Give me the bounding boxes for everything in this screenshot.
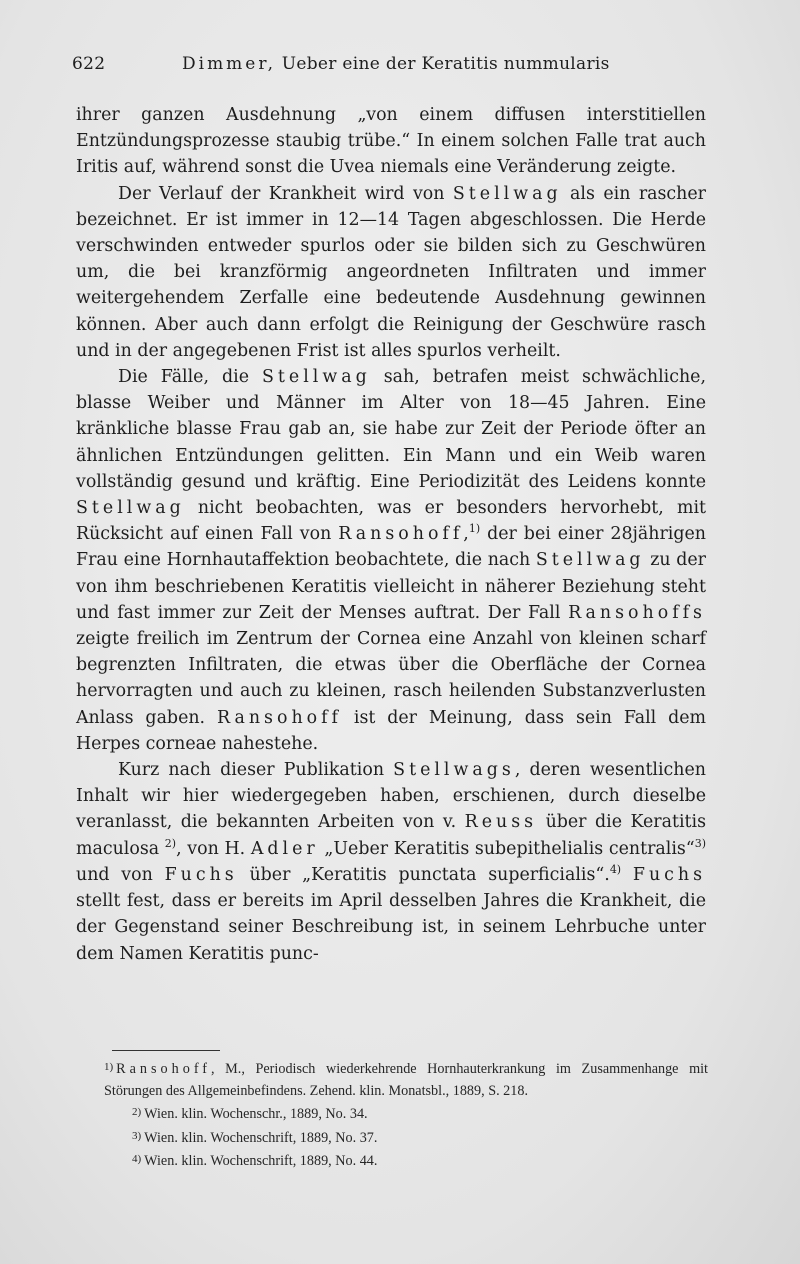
footnote-author: Ransohoff [116,1061,212,1077]
text-run: , von H. [176,838,251,859]
footnote [104,1149,708,1173]
text-run: und von [76,864,165,885]
text-run: der bei einer 28jährigen Frau eine Hornhautaffektion beobachtete, die nach [76,524,706,571]
footnote-ref: 4) [609,863,622,877]
footnote-text: , M., Periodisch wiederkehrende Hornhauterkrankung im Zusammenhange mit Störungen des Allgemeinbefindens. Zehend. klin. Monatsbl., 1889, S. 218. [104,1061,708,1099]
page-number: 622 [72,54,106,74]
footnote [104,1126,708,1150]
text-run: nicht beobachten, was er besonders hervorhebt, mit Rücksicht auf einen Fall von [76,498,706,545]
footnote [104,1102,708,1126]
spaced-name: Stellwag [76,498,185,519]
paragraph [76,102,706,181]
spaced-name: Ransohoffs [568,602,706,623]
text-run: über die Keratitis maculosa [76,812,707,859]
text-run: über „Keratitis punctata superficialis“. [237,864,610,885]
footnote-ref: 2) [164,836,177,850]
text-run: ist der Meinung, dass sein Fall dem Herpes corneae nahestehe. [76,707,706,754]
footnote [104,1057,708,1102]
footnote-text: Wien. klin. Wochenschrift, 1889, No. 44. [144,1153,378,1169]
text-run: als ein rascher bezeichnet. Er ist immer in 12—14 Tagen abgeschlossen. Die Herde verschwinden entweder spurlos oder sie bilden sich zu Geschwüren um, die bei kranzförmig angeordneten Infiltraten und immer weitergehendem Zerfalle eine bedeutende Ausdehnung gewinnen können. Aber auch dann erfolgt die Reinigung der Geschwüre rasch und in der angegebenen Frist ist alles spurlos verheilt. [76,183,706,361]
footnote-rule [112,1050,220,1051]
spaced-name: Ransohoff [216,707,342,728]
footnote-number: 4) [132,1153,142,1165]
spaced-name: Adler [250,838,319,859]
footnote-ref: 1) [468,522,481,536]
text-run: , [463,524,469,545]
paragraph [76,364,706,757]
paragraph [76,181,706,364]
spaced-name: Reuss [464,812,538,833]
text-run: ihrer ganzen Ausdehnung „von einem diffusen interstitiellen Entzündungsprozesse staubig trübe.“ In einem solchen Falle trat auch Iritis auf, während sonst die Uvea niemals eine Veränderung zeigte. [76,105,706,178]
spaced-name: Stellwags [393,760,515,781]
footnote-number: 1) [104,1061,114,1073]
header-title: Ueber eine der Keratitis nummularis [281,54,610,74]
running-title [182,54,610,74]
spaced-name: Ransohoff [338,524,464,545]
spaced-name: Fuchs [164,864,238,885]
text-run: Die Fälle, die [118,367,262,388]
text-run: Kurz nach dieser Publikation [118,760,394,781]
footnote-ref: 3) [694,836,706,850]
text-run: stellt fest, dass er bereits im April desselben Jahres die Krankheit, die der Gegenstand seiner Beschreibung ist, in seinem Lehrbuche unter dem Namen Keratitis punc- [76,891,706,964]
spaced-name: Stellwag [535,550,645,571]
text-run: zu der von ihm beschriebenen Keratitis vielleicht in näherer Beziehung steht und fast immer zur Zeit der Menses auftrat. Der Fall [76,550,706,623]
text-run [621,865,633,885]
footnote-text: Wien. klin. Wochenschr., 1889, No. 34. [144,1106,368,1122]
header-author: Dimmer, [182,54,277,74]
spaced-name: Stellwag [262,367,371,388]
spaced-name: Fuchs [632,864,707,885]
text-run: sah, betrafen meist schwächliche, blasse Weiber und Männer im Alter von 18—45 Jahren. Eine kränkliche blasse Frau gab an, sie habe zur Zeit der Periode öfter an ähnlichen Entzündungen gelitten. Ein Mann und ein Weib waren vollständig gesund und kräftig. Eine Periodizität des Leidens konnte [76,367,706,492]
spaced-name: Stellwag [452,183,562,204]
footnote-number: 3) [132,1129,142,1142]
text-run: , deren wesentlichen Inhalt wir hier wiedergegeben haben, erschienen, durch dieselbe veranlasst, die bekannten Arbeiten von v. [76,760,706,833]
footnote-text: Wien. klin. Wochenschrift, 1889, No. 37. [144,1129,378,1146]
text-run: zeigte freilich im Zentrum der Cornea eine Anzahl von kleinen scharf begrenzten Infiltraten, die etwas über die Oberfläche der Cornea hervorragten und auch zu kleinen, rasch heilenden Substanzverlusten Anlass gaben. [76,629,706,728]
footnotes [104,1057,708,1173]
body-text [76,102,706,967]
footnote-number: 2) [132,1106,142,1118]
text-run: Der Verlauf der Krankheit wird von [118,183,453,204]
text-run: „Ueber Keratitis subepithelialis centralis“ [318,838,695,859]
paragraph [76,757,706,967]
